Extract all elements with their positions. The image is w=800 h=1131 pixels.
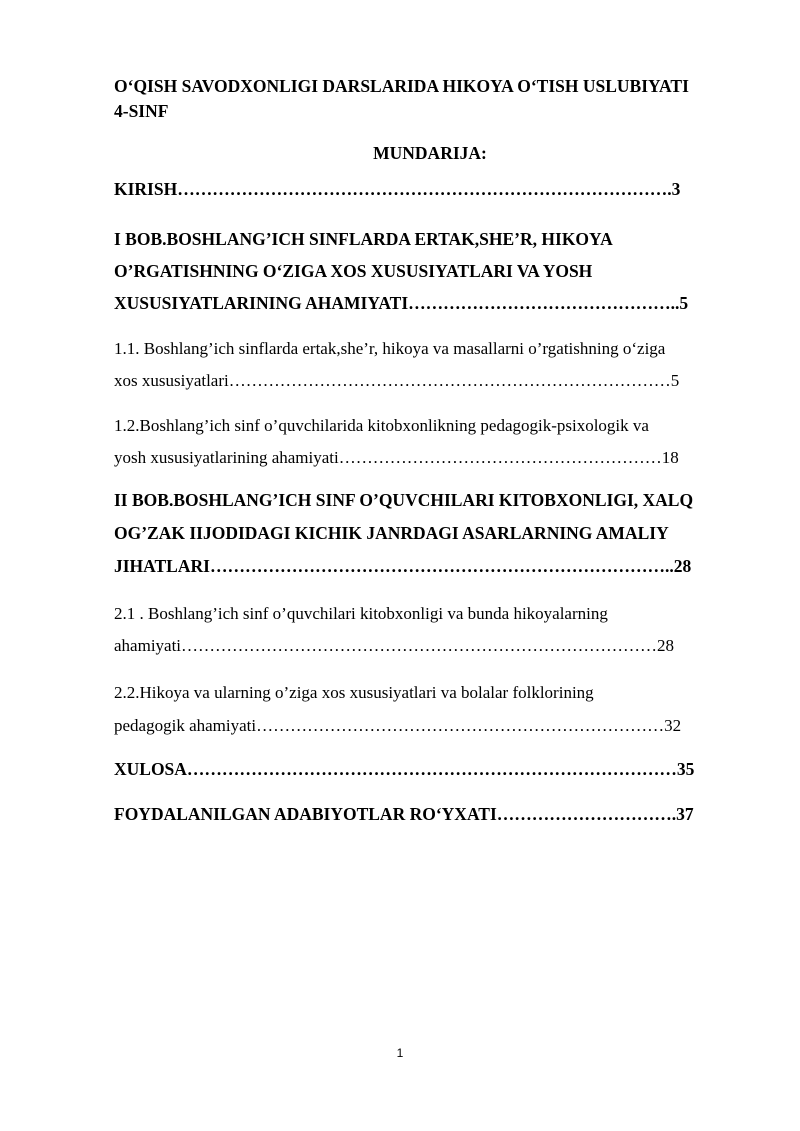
toc-entry-section-2-1 bbox=[114, 598, 744, 662]
toc-entry-line: KIRISH………………………………………………………………………….3 bbox=[114, 179, 681, 199]
toc-entry-line: 2.1 . Boshlang’ich sinf o’quvchilari kitobxonligi va bunda hikoyalarning bbox=[114, 604, 608, 623]
toc-entry-introduction bbox=[114, 177, 744, 201]
toc-entry-conclusion bbox=[114, 757, 744, 781]
toc-entry-line: yosh xususiyatlarining ahamiyati…………………………………………………18 bbox=[114, 448, 679, 467]
page-number: 1 bbox=[396, 1046, 404, 1060]
toc-entry-line: ahamiyati…………………………………………………………………………28 bbox=[114, 636, 675, 655]
toc-entry-section-2-2 bbox=[114, 676, 744, 742]
toc-entry-line: O’RGATISHNING O‘ZIGA XOS XUSUSIYATLARI VA YOSH bbox=[114, 261, 593, 281]
toc-heading: MUNDARIJA: bbox=[373, 143, 487, 163]
toc-entry-line: OG’ZAK IIJODIDAGI KICHIK JANRDAGI ASARLARNING AMALIY bbox=[114, 523, 669, 543]
toc-entry-references bbox=[114, 802, 744, 826]
toc-entry-line: II BOB.BOSHLANG’ICH SINF O’QUVCHILARI KITOBXONLIGI, XALQ bbox=[114, 490, 694, 510]
toc-entry-line: JIHATLARI……………………………………………………………………..28 bbox=[114, 556, 692, 576]
toc-entry-line: XULOSA…………………………………………………………………………35 bbox=[114, 759, 695, 779]
toc-entry-line: 1.2.Boshlang’ich sinf o’quvchilarida kitobxonlikning pedagogik-psixologik va bbox=[114, 416, 649, 435]
toc-entry-line: FOYDALANILGAN ADABIYOTLAR RO‘YXATI………………………….37 bbox=[114, 804, 694, 824]
document-title-line-1: O‘QISH SAVODXONLIGI DARSLARIDA HIKOYA O‘TISH USLUBIYATI bbox=[114, 76, 689, 96]
toc-entry-line: I BOB.BOSHLANG’ICH SINFLARDA ERTAK,SHE’R, HIKOYA bbox=[114, 229, 613, 249]
toc-entry-line: 2.2.Hikoya va ularning o’ziga xos xususiyatlari va bolalar folklorining bbox=[114, 683, 594, 702]
document-title bbox=[114, 74, 754, 124]
toc-entry-line: pedagogik ahamiyati………………………………………………………………32 bbox=[114, 716, 682, 735]
toc-entry-chapter-2 bbox=[114, 484, 744, 583]
toc-entry-chapter-1 bbox=[114, 223, 744, 319]
document-title-line-2: 4-SINF bbox=[114, 101, 169, 121]
toc-entry-line: xos xususiyatlari……………………………………………………………………5 bbox=[114, 371, 680, 390]
toc-entry-line: XUSUSIYATLARINING AHAMIYATI………………………………………..5 bbox=[114, 293, 689, 313]
toc-entry-section-1-2 bbox=[114, 410, 744, 474]
toc-entry-line: 1.1. Boshlang’ich sinflarda ertak,she’r, hikoya va masallarni o’rgatishning o‘ziga bbox=[114, 339, 666, 358]
toc-entry-section-1-1 bbox=[114, 333, 744, 397]
